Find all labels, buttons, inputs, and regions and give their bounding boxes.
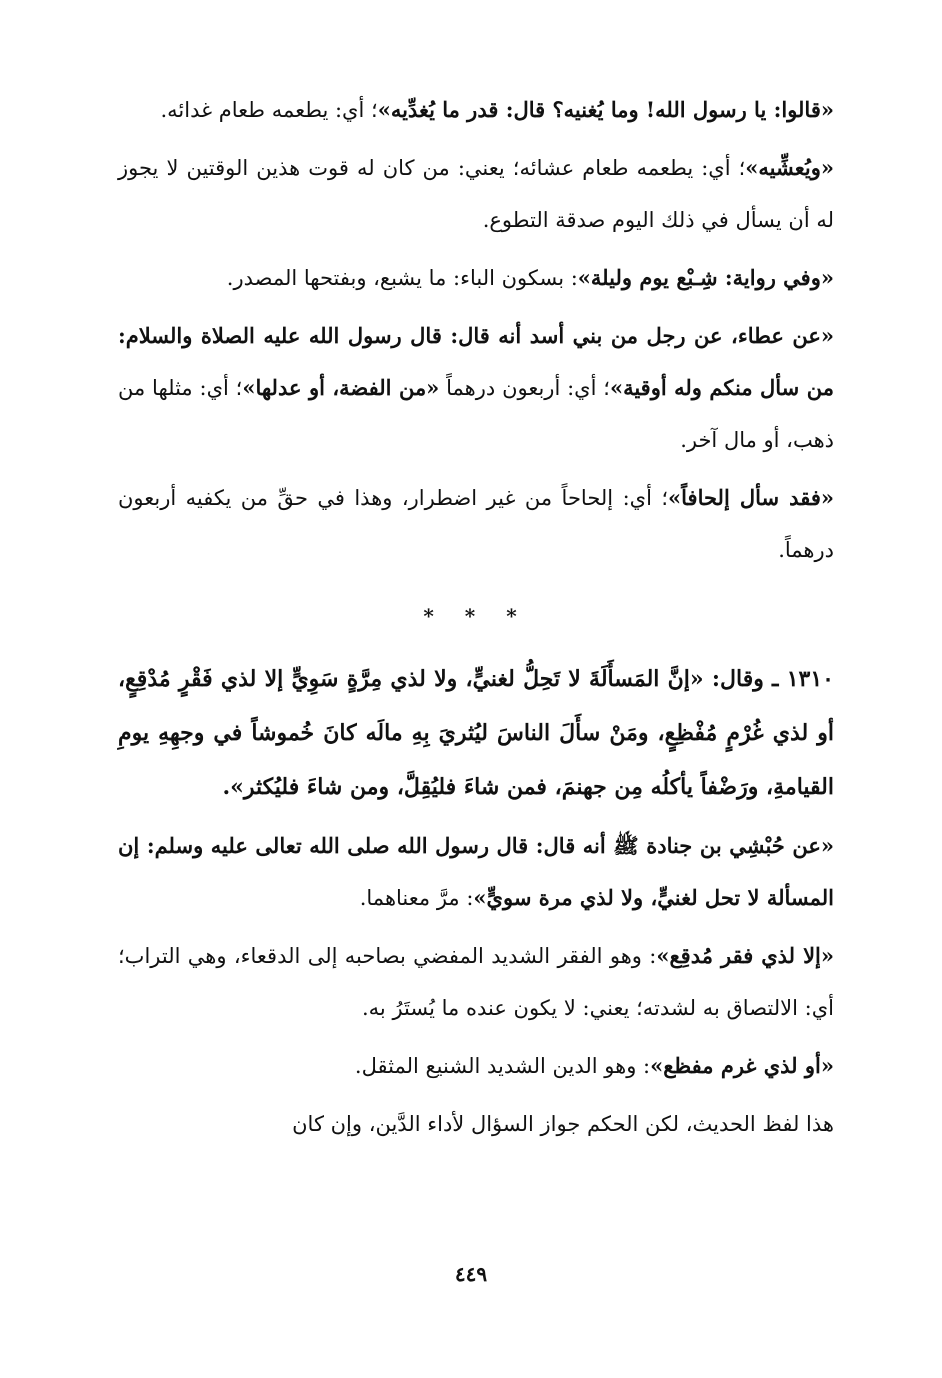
paragraph-1 bbox=[118, 84, 834, 136]
paragraph-8 bbox=[118, 1040, 834, 1092]
quoted-phrase: «قالوا: يا رسول الله! وما يُغنيه؟ قال: قدر ما يُغدِّيه» bbox=[377, 97, 834, 122]
quoted-phrase: «ويُعشِّيه» bbox=[745, 155, 834, 180]
paragraph-7 bbox=[118, 930, 834, 1034]
hadith-text: ـ وقال: «إنَّ المَسأَلَةَ لا تَحِلُّ لغنيٍّ، ولا لذي مِرَّةٍ سَوِيٍّ إلا لذي فَقْرٍ مُدْقِعٍ، أو لذي غُرْمٍ مُفْظِعٍ، ومَنْ سأَلَ الناسَ ليُثريَ بِهِ مالَه كانَ خُموشاً في وجهِهِ يومِ القيامةِ، ورَضْفاً يأكلُه مِن جهنمَ، فمن شاءَ فليُقِلَّ، ومن شاءَ فليُكثر». bbox=[118, 666, 834, 800]
quoted-phrase: «فقد سأل إلحافاً» bbox=[668, 485, 834, 510]
quoted-phrase: «من الفضة، أو عدلها» bbox=[242, 375, 440, 400]
commentary-text: ؛ أي: يطعمه طعام غدائه. bbox=[160, 98, 378, 122]
commentary-text: ؛ أي: مثلها من ذهب، أو مال آخر. bbox=[118, 376, 834, 452]
commentary-text: : وهو الدين الشديد الشنيع المثقل. bbox=[354, 1054, 651, 1078]
hadith-number: ١٣١٠ bbox=[786, 666, 834, 692]
hadith-paragraph bbox=[118, 652, 834, 814]
paragraph-2 bbox=[118, 142, 834, 246]
commentary-text: ؛ أي: إلحاحاً من غير اضطرار، وهذا في حقِّ من يكفيه أربعون درهماً. bbox=[118, 486, 834, 562]
paragraph-6 bbox=[118, 820, 834, 924]
paragraph-9 bbox=[118, 1098, 834, 1150]
commentary-text: هذا لفظ الحديث، لكن الحكم جواز السؤال لأداء الدَّين، وإن كان bbox=[292, 1112, 834, 1136]
commentary-text: ؛ أي: أربعون درهماً bbox=[439, 376, 610, 400]
section-separator: * * * bbox=[423, 604, 529, 628]
quoted-phrase: «عن حُبْشِي بن جنادة ﷺ أنه قال: قال رسول الله صلى الله تعالى عليه وسلم: إن المسألة لا تحل لغنيٍّ، ولا لذي مرة سويٍّ» bbox=[118, 833, 834, 910]
quoted-phrase: «وفي رواية: شِـبْع يوم وليلة» bbox=[577, 265, 834, 290]
commentary-text: ؛ أي: يطعمه طعام عشائه؛ يعني: من كان له قوت هذين الوقتين لا يجوز له أن يسأل في ذلك اليوم صدقة التطوع. bbox=[118, 156, 834, 232]
commentary-text: : بسكون الباء: ما يشبع، وبفتحها المصدر. bbox=[226, 266, 578, 290]
page-body bbox=[118, 84, 834, 1150]
paragraph-3 bbox=[118, 252, 834, 304]
quoted-phrase: «إلا لذي فقر مُدقِع» bbox=[656, 943, 835, 968]
commentary-text: : مرَّ معناهما. bbox=[359, 886, 474, 910]
page-number: ٤٤٩ bbox=[454, 1262, 488, 1286]
paragraph-5 bbox=[118, 472, 834, 576]
quoted-phrase: «أو لذي غرم مفظع» bbox=[650, 1053, 834, 1078]
commentary-text: : وهو الفقر الشديد المفضي بصاحبه إلى الدقعاء، وهي التراب؛ أي: الالتصاق به لشدته؛ يعني: لا يكون عنده ما يُستَرُ به. bbox=[118, 944, 834, 1020]
quoted-phrase: «عن عطاء، عن رجل من بني أسد أنه قال: قال رسول الله عليه الصلاة والسلام: من سأل منكم وله أوقية» bbox=[118, 323, 834, 400]
paragraph-4 bbox=[118, 310, 834, 466]
